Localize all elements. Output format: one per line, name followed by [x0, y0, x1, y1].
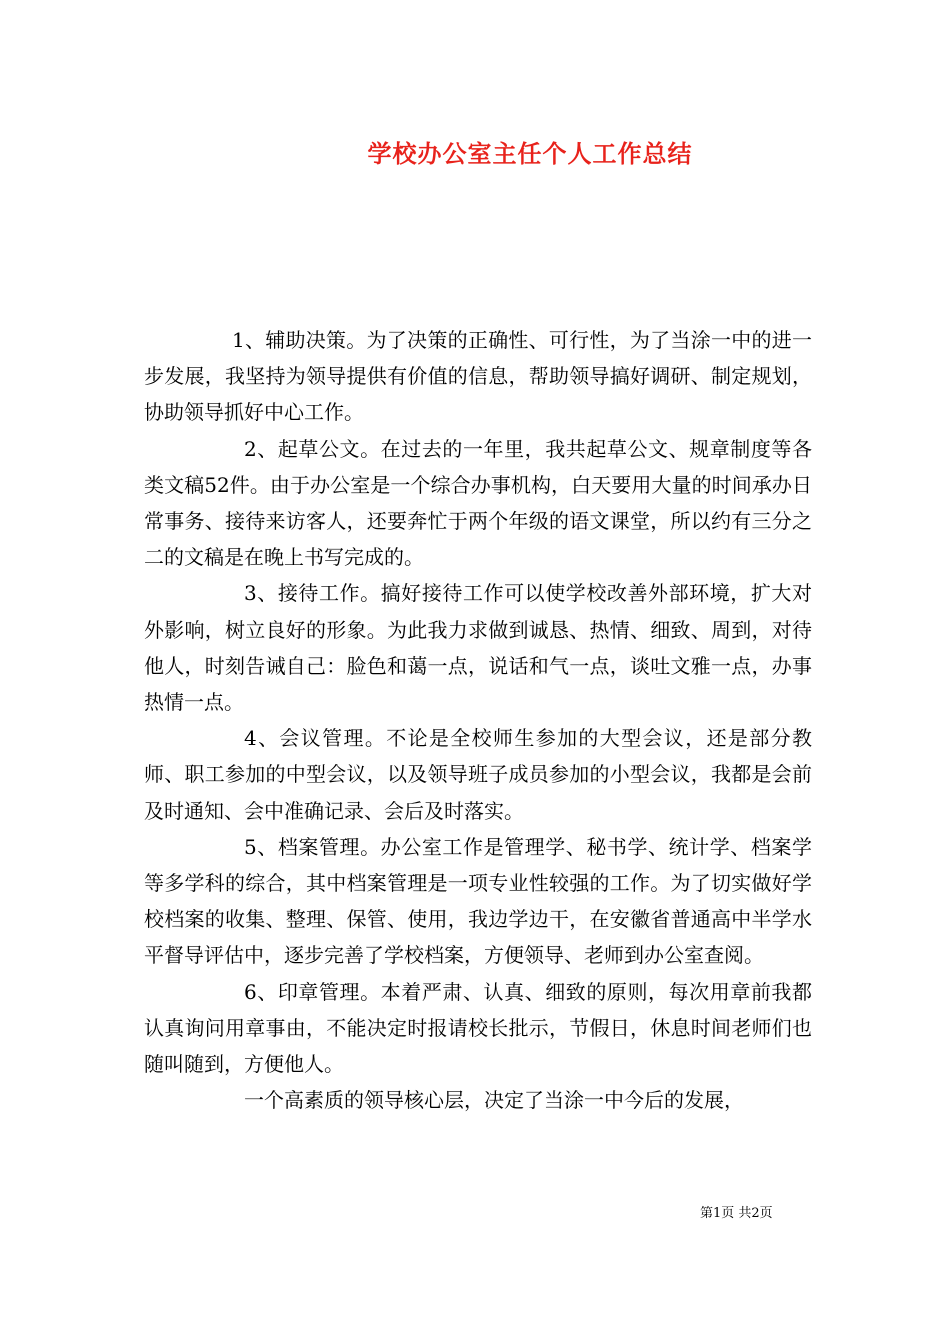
paragraph-5: 5、档案管理。办公室工作是管理学、秘书学、统计学、档案学等多学科的综合，其中档案管理是一项专业性较强的工作。为了切实做好学校档案的收集、整理、保管、使用，我边学边干，在安徽省普通高中半学水平督导评估中，逐步完善了学校档案，方便领导、老师到办公室查阅。 — [144, 834, 812, 968]
paragraph-7: 一个高素质的领导核心层，决定了当涂一中今后的发展， — [244, 1088, 744, 1113]
paragraph-6: 6、印章管理。本着严肃、认真、细致的原则，每次用章前我都认真询问用章事由，不能决定时报请校长批示，节假日，休息时间老师们也随叫随到，方便他人。 — [144, 979, 812, 1077]
paragraph-3: 3、接待工作。搞好接待工作可以使学校改善外部环境，扩大对外影响，树立良好的形象。为此我力求做到诚恳、热情、细致、周到，对待他人，时刻告诫自己：脸色和蔼一点，说话和气一点，谈吐文雅一点，办事热情一点。 — [144, 581, 812, 715]
paragraph-2: 2、起草公文。在过去的一年里，我共起草公文、规章制度等各类文稿52件。由于办公室是一个综合办事机构，白天要用大量的时间承办日常事务、接待来访客人，还要奔忙于两个年级的语文课堂，所以约有三分之二的文稿是在晚上书写完成的。 — [144, 436, 812, 570]
paragraph-4: 4、会议管理。不论是全校师生参加的大型会议，还是部分教师、职工参加的中型会议，以及领导班子成员参加的小型会议，我都是会前及时通知、会中准确记录、会后及时落实。 — [144, 726, 812, 823]
page-number: 第1页 共2页 — [700, 1206, 773, 1221]
paragraph-1: 1、辅助决策。为了决策的正确性、可行性，为了当涂一中的进一步发展，我坚持为领导提供有价值的信息，帮助领导搞好调研、制定规划，协助领导抓好中心工作。 — [144, 328, 812, 425]
document-body — [144, 322, 812, 1118]
document-title: 学校办公室主任个人工作总结 — [367, 139, 693, 168]
